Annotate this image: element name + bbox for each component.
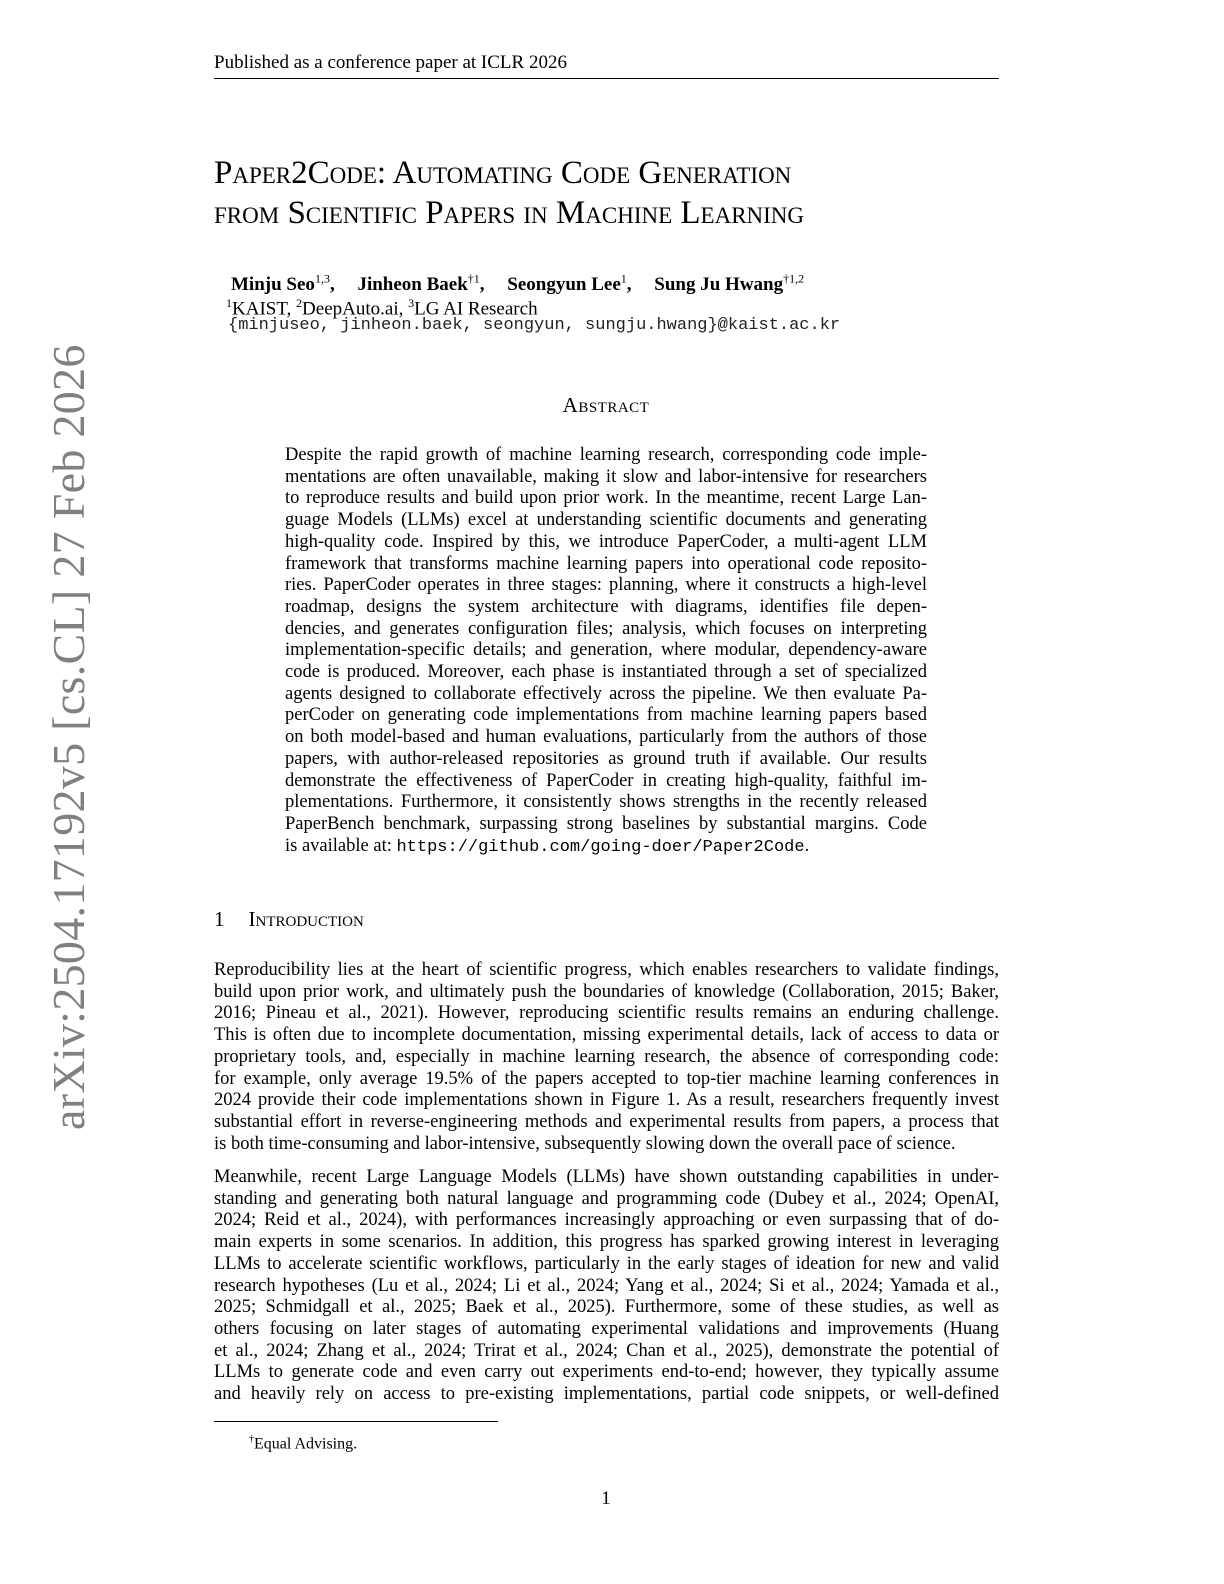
abstract-line: high-quality code. Inspired by this, we introduce PaperCoder, a multi-agent LLM — [285, 531, 927, 552]
body-line: main experts in some scenarios. In addition, this progress has sparked growing interest in leveraging — [214, 1232, 999, 1253]
code-repository-link[interactable]: https://github.com/going-doer/Paper2Code — [396, 837, 805, 857]
author: Seongyun Lee$^1$, — [507, 272, 632, 296]
body-line: LLMs to accelerate scientific workflows, particularly in the early stages of ideation for new and valid — [214, 1253, 999, 1274]
body-line: standing and generating both natural language and programming code (Dubey et al., 2024; OpenAI, — [214, 1188, 999, 1209]
abstract-line: to reproduce results and build upon prior work. In the meantime, recent Large Lan- — [285, 488, 927, 509]
abstract-line: ries. PaperCoder operates in three stages: planning, where it constructs a high-level — [285, 575, 927, 596]
abstract-line: roadmap, designs the system architecture with diagrams, identifies file depen- — [285, 596, 927, 617]
running-header — [214, 52, 999, 79]
abstract-line: agents designed to collaborate effectively across the pipeline. We then evaluate Pa- — [285, 683, 927, 704]
body-line: 2025; Schmidgall et al., 2025; Baek et al., 2025). Furthermore, some of these studies, as well as — [214, 1297, 999, 1318]
abstract-line: implementation-specific details; and generation, where modular, dependency-aware — [285, 640, 927, 661]
author: Jinheon Baek$^{\dagger 1}$, — [357, 272, 485, 296]
abstract-line: mentations are often unavailable, making it slow and labor-intensive for researchers — [285, 466, 927, 487]
intro-paragraph-2 — [214, 1167, 999, 1406]
affiliations: $^1$KAIST, $^2$DeepAuto.ai, $^3$LG AI Research — [226, 296, 538, 320]
abstract-body — [285, 445, 927, 858]
footnote: †Equal Advising. — [249, 1434, 358, 1453]
body-line: LLMs to generate code and even carry out experiments end-to-end; however, they typically assume — [214, 1362, 999, 1383]
abstract-heading: Abstract — [562, 393, 650, 417]
body-line: substantial effort in reverse-engineering methods and experimental results from papers, a process that — [214, 1111, 999, 1132]
body-line: 2024 provide their code implementations shown in Figure 1. As a result, researchers frequently invest — [214, 1090, 999, 1111]
author-emails: {minjuseo, jinheon.baek, seongyun, sungju.hwang}@kaist.ac.kr — [228, 316, 841, 335]
arxiv-identifier-stamp: arXiv:2504.17192v5 [cs.CL] 27 Feb 2026 — [43, 344, 94, 1130]
abstract-line: plementations. Furthermore, it consistently shows strengths in the recently released — [285, 792, 927, 813]
title-line-2: from Scientific Papers in Machine Learning — [214, 195, 805, 231]
author: Sung Ju Hwang$^{\dagger 1,2}$ — [654, 272, 805, 296]
body-line: proprietary tools, and, especially in machine learning research, the absence of corresponding code: — [214, 1046, 999, 1067]
author: Minju Seo$^{1,3}$, — [231, 272, 335, 296]
body-line: build upon prior work, and ultimately push the boundaries of knowledge (Collaboration, 2015; Baker, — [214, 981, 999, 1002]
paper-title — [214, 153, 1014, 233]
body-line: 2016; Pineau et al., 2021). However, reproducing scientific results remains an enduring challenge. — [214, 1003, 999, 1024]
body-line: This is often due to incomplete documentation, missing experimental details, lack of access to data or — [214, 1025, 999, 1046]
body-line: Reproducibility lies at the heart of scientific progress, which enables researchers to validate findings, — [214, 960, 999, 980]
section-number: 1 — [214, 907, 225, 931]
intro-paragraph-1 — [214, 960, 999, 1155]
body-line: is both time-consuming and labor-intensive, subsequently slowing down the overall pace of science. — [214, 1133, 956, 1154]
abstract-line: code is produced. Moreover, each phase is instantiated through a set of specialized — [285, 662, 927, 683]
abstract-line: framework that transforms machine learning papers into operational code reposito- — [285, 553, 927, 574]
title-line-1: Paper2Code: Automating Code Generation — [214, 155, 792, 191]
section-heading-introduction — [214, 906, 364, 932]
abstract-line: on both model-based and human evaluations, particularly from the authors of those — [285, 727, 927, 748]
body-line: for example, only average 19.5% of the papers accepted to top-tier machine learning conferences in — [214, 1068, 999, 1089]
page-number: 1 — [601, 1488, 611, 1509]
abstract-line: dencies, and generates configuration files; analysis, which focuses on interpreting — [285, 618, 927, 639]
body-line: and heavily rely on access to pre-existing implementations, partial code snippets, or well-defined — [214, 1384, 999, 1405]
venue-text: Published as a conference paper at ICLR 2026 — [214, 52, 567, 73]
body-line: research hypotheses (Lu et al., 2024; Li et al., 2024; Yang et al., 2024; Si et al., 2024; Yamada et al., — [214, 1275, 999, 1296]
abstract-line: papers, with author-released repositories as ground truth if available. Our results — [285, 748, 927, 769]
abstract-line: PaperBench benchmark, surpassing strong baselines by substantial margins. Code — [285, 813, 927, 834]
abstract-line: is available at: https://github.com/going-doer/Paper2Code. — [285, 835, 810, 857]
abstract-line: guage Models (LLMs) excel at understanding scientific documents and generating — [285, 510, 927, 531]
abstract-line: perCoder on generating code implementations from machine learning papers based — [285, 705, 927, 726]
body-line: Meanwhile, recent Large Language Models (LLMs) have shown outstanding capabilities in under- — [214, 1167, 999, 1187]
body-line: others focusing on later stages of automating experimental validations and improvements (Huang — [214, 1318, 999, 1339]
abstract-line: demonstrate the effectiveness of PaperCoder in creating high-quality, faithful im- — [285, 770, 927, 791]
footnote-rule — [214, 1421, 498, 1422]
body-line: et al., 2024; Zhang et al., 2024; Trirat et al., 2024; Chan et al., 2025), demonstrate the potential of — [214, 1340, 999, 1361]
body-line: 2024; Reid et al., 2024), with performances increasingly approaching or even surpassing that of do- — [214, 1210, 999, 1231]
abstract-line: Despite the rapid growth of machine learning research, corresponding code imple- — [285, 445, 927, 465]
section-title: Introduction — [248, 907, 364, 931]
